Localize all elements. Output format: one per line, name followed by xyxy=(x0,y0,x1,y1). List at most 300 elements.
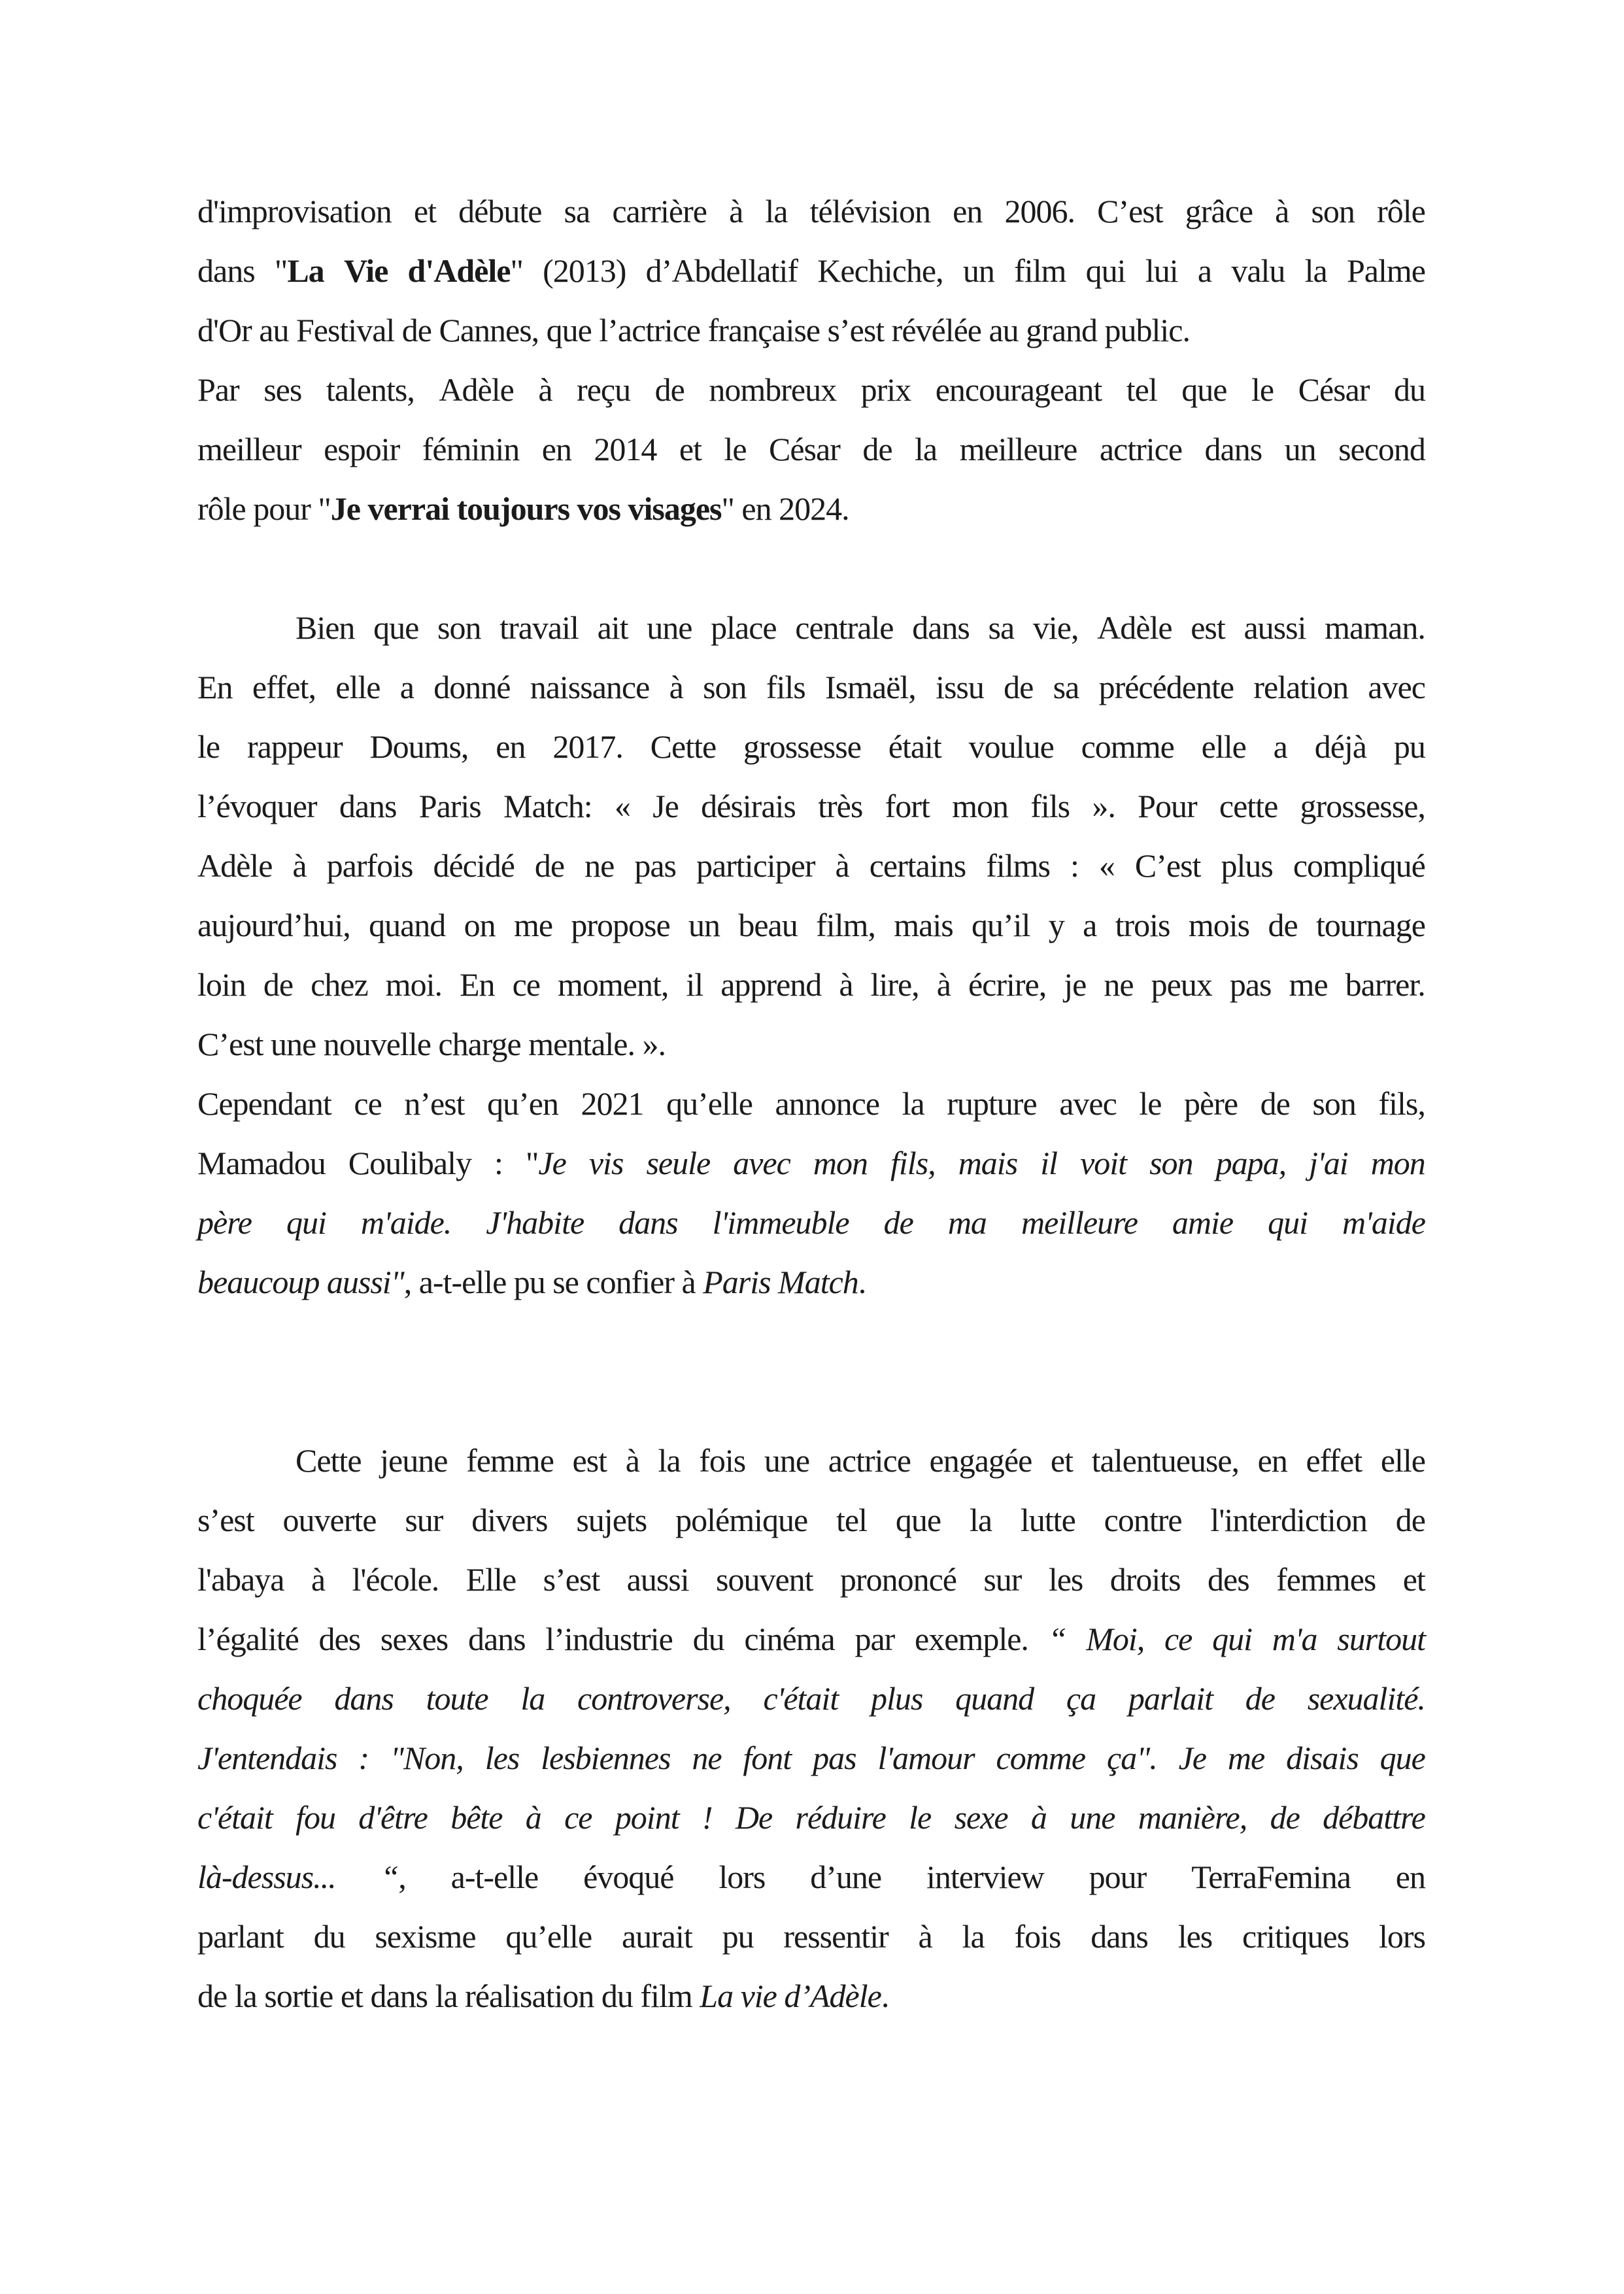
italic-text: à xyxy=(1030,1799,1047,1836)
word xyxy=(292,836,306,896)
plain-text: compliqué xyxy=(1293,847,1425,884)
plain-text: polémique xyxy=(675,1502,808,1538)
plain-text: naissance xyxy=(530,669,650,705)
bold-text: Je verrai toujours vos visages xyxy=(330,490,722,527)
word xyxy=(405,1491,443,1550)
word xyxy=(1092,1431,1239,1491)
word xyxy=(894,896,953,955)
plain-text: un xyxy=(962,252,994,289)
word xyxy=(598,598,628,658)
plain-text: à xyxy=(292,847,307,884)
word xyxy=(373,598,418,658)
bold-text: d'Adèle xyxy=(407,252,511,289)
plain-text: écrire, xyxy=(968,966,1047,1003)
text-line xyxy=(197,1015,1425,1074)
word xyxy=(813,1134,868,1193)
italic-text: de xyxy=(1270,1799,1300,1836)
word xyxy=(263,955,293,1015)
word xyxy=(970,1491,992,1550)
word xyxy=(884,1193,913,1253)
word xyxy=(651,717,717,777)
word xyxy=(583,1847,673,1907)
plain-text: César xyxy=(769,431,840,467)
word xyxy=(386,955,442,1015)
plain-text: prononcé xyxy=(839,1561,956,1598)
plain-text: a xyxy=(399,669,414,705)
italic-text: manière, xyxy=(1138,1799,1247,1836)
plain-text: (2013) xyxy=(543,252,626,289)
word xyxy=(400,658,414,717)
word xyxy=(450,1788,502,1847)
plain-text: la xyxy=(962,1918,985,1955)
word xyxy=(952,777,1008,836)
word xyxy=(692,1729,721,1788)
italic-text: fou xyxy=(296,1799,335,1836)
plain-text: ressentir xyxy=(783,1918,888,1955)
word xyxy=(197,1491,254,1550)
word xyxy=(796,1788,886,1847)
word xyxy=(1230,955,1272,1015)
italic-text: comme xyxy=(996,1740,1086,1776)
plain-text: a xyxy=(1273,728,1287,765)
word xyxy=(197,1610,299,1669)
italic-text: controverse, xyxy=(577,1680,731,1717)
word xyxy=(526,1788,541,1847)
italic-text: fils, xyxy=(890,1145,936,1181)
plain-text: sexisme xyxy=(375,1918,476,1955)
word xyxy=(769,420,840,479)
word xyxy=(1128,1669,1213,1729)
plain-text: a xyxy=(1197,252,1212,289)
italic-text: disais xyxy=(1286,1740,1359,1776)
text-line xyxy=(197,1966,1425,2026)
word xyxy=(513,955,540,1015)
word xyxy=(871,955,919,1015)
word xyxy=(652,777,679,836)
italic-text: J'habite xyxy=(486,1204,584,1241)
word xyxy=(499,598,579,658)
word xyxy=(1138,1788,1247,1847)
italic-text: : xyxy=(358,1740,369,1776)
word xyxy=(358,1729,369,1788)
word xyxy=(738,896,797,955)
word xyxy=(719,1847,765,1907)
italic-text: père xyxy=(197,1204,252,1241)
plain-text: me xyxy=(513,907,553,943)
italic-text: l'amour xyxy=(877,1740,975,1776)
italic-text: ma xyxy=(947,1204,987,1241)
italic-text: “ xyxy=(381,1859,399,1895)
plain-text: aujourd’hui, xyxy=(197,907,350,943)
word xyxy=(286,1193,326,1253)
word xyxy=(627,1550,689,1610)
word xyxy=(1099,836,1115,896)
word xyxy=(520,1669,545,1729)
word xyxy=(1396,1847,1425,1907)
plain-text: à xyxy=(835,847,849,884)
plain-text: 2006. xyxy=(1004,193,1075,229)
plain-text: 2021 xyxy=(581,1085,644,1122)
word xyxy=(912,598,970,658)
text-line xyxy=(197,1788,1425,1847)
word xyxy=(622,1907,692,1966)
word xyxy=(699,1431,745,1491)
word xyxy=(433,658,510,717)
word xyxy=(1178,1907,1213,1966)
word xyxy=(783,1907,888,1966)
plain-text: Match: xyxy=(503,788,592,824)
word xyxy=(494,1134,503,1193)
plain-text: Cette xyxy=(296,1442,362,1479)
word xyxy=(543,241,626,301)
plain-text: talents, xyxy=(326,371,414,408)
word xyxy=(324,420,399,479)
plain-text: que xyxy=(373,609,419,646)
word xyxy=(825,658,916,717)
word xyxy=(530,658,650,717)
word xyxy=(955,1669,1034,1729)
italic-text: qui xyxy=(1212,1621,1253,1657)
word xyxy=(877,1729,974,1788)
plain-text: lors xyxy=(1379,1918,1425,1955)
word xyxy=(197,658,233,717)
plain-text: désirais xyxy=(701,788,796,824)
italic-text: ce xyxy=(1164,1621,1193,1657)
word xyxy=(344,241,388,301)
word xyxy=(197,182,392,241)
word xyxy=(1216,1134,1287,1193)
plain-text: on xyxy=(464,907,496,943)
plain-text: Cette xyxy=(650,728,717,765)
word xyxy=(962,1907,985,1966)
plain-text: loin xyxy=(197,966,246,1003)
word xyxy=(408,241,523,301)
plain-text: effet xyxy=(1306,1442,1362,1479)
italic-text: réduire xyxy=(795,1799,886,1836)
word xyxy=(1381,1431,1425,1491)
word xyxy=(955,1788,1008,1847)
word xyxy=(358,1788,428,1847)
plain-text: que xyxy=(895,1502,941,1538)
italic-text: plus xyxy=(870,1680,923,1717)
plain-text: C’est xyxy=(1134,847,1201,884)
plain-text: en xyxy=(1257,1442,1287,1479)
word xyxy=(816,896,875,955)
word xyxy=(983,1550,1021,1610)
word xyxy=(658,1431,681,1491)
plain-text: parfois xyxy=(326,847,413,884)
plain-text: actrice xyxy=(1099,431,1183,467)
word xyxy=(909,1788,931,1847)
word xyxy=(1115,896,1170,955)
plain-text: une xyxy=(764,1442,810,1479)
plain-text: père xyxy=(1184,1085,1238,1122)
italic-text: sexe xyxy=(954,1799,1008,1836)
plain-text: « xyxy=(614,788,630,824)
word xyxy=(1080,1134,1126,1193)
word xyxy=(655,360,685,420)
plain-text: elle xyxy=(1380,1442,1425,1479)
word xyxy=(1040,1134,1057,1193)
plain-text: reçu xyxy=(577,371,631,408)
plain-text: " en 2024. xyxy=(721,490,849,527)
plain-text: tel xyxy=(1126,371,1157,408)
italic-text: le xyxy=(909,1799,932,1836)
plain-text: certains xyxy=(869,847,966,884)
word xyxy=(1185,182,1253,241)
word xyxy=(1245,1669,1275,1729)
word xyxy=(1311,182,1354,241)
plain-text: place xyxy=(711,609,777,646)
word xyxy=(1151,955,1212,1015)
word xyxy=(729,182,743,241)
plain-text: lutte xyxy=(1020,1502,1075,1538)
word xyxy=(564,182,590,241)
plain-text: un xyxy=(688,907,720,943)
italic-text: meilleure xyxy=(1021,1204,1138,1241)
word xyxy=(1145,241,1178,301)
word xyxy=(840,1550,956,1610)
word xyxy=(810,182,930,241)
plain-text: Adèle xyxy=(197,847,273,884)
word xyxy=(1053,658,1079,717)
word xyxy=(915,420,937,479)
plain-text: le xyxy=(1139,1085,1162,1122)
word xyxy=(1274,717,1287,777)
plain-text: ouverte xyxy=(282,1502,377,1538)
word xyxy=(963,241,994,301)
word xyxy=(817,241,943,301)
plain-text: Coulibaly xyxy=(348,1145,471,1181)
plain-text: ses xyxy=(263,371,302,408)
word xyxy=(1064,955,1086,1015)
italic-text: Moi, xyxy=(1086,1621,1145,1657)
text-line xyxy=(197,420,1425,479)
plain-text: mon xyxy=(952,788,1008,824)
plain-text: En xyxy=(460,966,495,1003)
word xyxy=(1268,896,1297,955)
word xyxy=(1126,360,1157,420)
plain-text: à xyxy=(538,371,552,408)
word xyxy=(197,1134,326,1193)
plain-text: elle xyxy=(1201,728,1246,765)
word xyxy=(247,717,343,777)
word xyxy=(433,836,514,896)
word xyxy=(1097,182,1163,241)
plain-text: fort xyxy=(885,788,930,824)
word xyxy=(545,1610,673,1669)
plain-text: issu xyxy=(936,669,984,705)
word xyxy=(263,360,301,420)
plain-text: le xyxy=(724,431,747,467)
plain-text: n’est xyxy=(404,1085,465,1122)
word xyxy=(969,717,1054,777)
word xyxy=(486,1193,584,1253)
plain-text: espoir xyxy=(324,431,400,467)
word xyxy=(1323,1788,1425,1847)
plain-text: Doums, xyxy=(369,728,469,765)
word xyxy=(296,1431,362,1491)
word xyxy=(1014,241,1066,301)
italic-text: seule xyxy=(646,1145,711,1181)
italic-text: il xyxy=(1040,1145,1058,1181)
word xyxy=(703,658,746,717)
word xyxy=(1394,360,1425,420)
plain-text: , xyxy=(398,1859,406,1895)
plain-text: droits xyxy=(1109,1561,1181,1598)
word xyxy=(296,1788,335,1847)
plain-text: comme xyxy=(1081,728,1174,765)
italic-text: parlait xyxy=(1128,1680,1213,1717)
plain-text: dans xyxy=(1204,431,1262,467)
plain-text: lui xyxy=(1145,252,1178,289)
plain-text: s’est xyxy=(197,1502,254,1538)
word xyxy=(577,360,630,420)
word xyxy=(947,1074,1036,1134)
italic-text: à xyxy=(525,1799,541,1836)
text-line xyxy=(197,1074,1425,1134)
word xyxy=(354,1074,381,1134)
word xyxy=(581,1074,644,1134)
word xyxy=(283,1491,377,1550)
word xyxy=(937,955,951,1015)
italic-text: lesbiennes xyxy=(541,1740,671,1776)
plain-text: Mamadou xyxy=(197,1145,326,1181)
word xyxy=(1030,777,1070,836)
word xyxy=(437,598,481,658)
word xyxy=(1086,1610,1144,1669)
word xyxy=(352,1550,439,1610)
plain-text: est xyxy=(572,1442,607,1479)
italic-text: m'aide. xyxy=(360,1204,452,1241)
word xyxy=(666,1074,753,1134)
word xyxy=(390,1729,464,1788)
italic-text: avec xyxy=(733,1145,790,1181)
word xyxy=(348,1134,471,1193)
word xyxy=(686,955,703,1015)
italic-text: quand xyxy=(955,1680,1034,1717)
plain-text: a-t-elle xyxy=(450,1859,539,1895)
italic-text: ça xyxy=(1066,1680,1096,1717)
plain-text: avec xyxy=(1059,1085,1117,1122)
word xyxy=(451,1847,539,1907)
word xyxy=(252,658,316,717)
word xyxy=(1059,1074,1117,1134)
plain-text: ne xyxy=(1104,966,1134,1003)
word xyxy=(1345,955,1425,1015)
word xyxy=(1212,1610,1252,1669)
text-line xyxy=(197,1907,1425,1966)
plain-text: encourageant xyxy=(935,371,1102,408)
word xyxy=(197,1669,302,1729)
plain-text: souvent xyxy=(716,1561,813,1598)
text-line xyxy=(197,1669,1425,1729)
plain-text: dans xyxy=(912,609,970,646)
text-line xyxy=(197,1847,1425,1907)
italic-text: De xyxy=(735,1799,773,1836)
word xyxy=(888,717,941,777)
italic-text: bête xyxy=(450,1799,503,1836)
plain-text: centrale xyxy=(795,609,894,646)
word xyxy=(496,717,525,777)
plain-text: la xyxy=(1304,252,1327,289)
word xyxy=(968,955,1046,1015)
word xyxy=(915,1610,1028,1669)
word xyxy=(361,1193,451,1253)
word xyxy=(716,1550,813,1610)
word xyxy=(369,717,468,777)
word xyxy=(854,1610,894,1669)
plain-text: ce xyxy=(354,1085,382,1122)
plain-text: rappeur xyxy=(246,728,343,765)
plain-text: C’est xyxy=(1097,193,1163,229)
plain-text: je xyxy=(1064,966,1087,1003)
word xyxy=(1004,658,1033,717)
plain-text: très xyxy=(818,788,863,824)
word xyxy=(688,896,720,955)
word xyxy=(1276,1550,1376,1610)
word xyxy=(197,360,239,420)
italic-text: Je xyxy=(1178,1740,1206,1776)
word xyxy=(1172,1193,1233,1253)
word xyxy=(311,955,368,1015)
word xyxy=(1021,1491,1075,1550)
plain-text: sur xyxy=(983,1561,1022,1598)
plain-text: meilleur xyxy=(197,431,301,467)
plain-text: d'improvisation xyxy=(197,193,392,229)
word xyxy=(647,598,692,658)
italic-text: ce xyxy=(564,1799,592,1836)
plain-text: sa xyxy=(1053,669,1079,705)
blank-line xyxy=(197,1372,1425,1431)
plain-text: " xyxy=(526,1145,539,1181)
plain-text: interview xyxy=(926,1859,1044,1895)
word xyxy=(1189,896,1249,955)
word xyxy=(953,182,982,241)
plain-text: la xyxy=(915,431,938,467)
word xyxy=(885,777,930,836)
plain-text: les xyxy=(1048,1561,1083,1598)
word xyxy=(1309,1134,1347,1193)
plain-text: à xyxy=(936,966,951,1003)
word xyxy=(1228,1729,1264,1788)
plain-text: de xyxy=(1395,1502,1425,1538)
word xyxy=(1285,420,1316,479)
word xyxy=(1210,1491,1366,1550)
italic-text: papa, xyxy=(1215,1145,1287,1181)
plain-text: voulue xyxy=(968,728,1054,765)
text-line xyxy=(197,598,1425,658)
word xyxy=(936,658,984,717)
word xyxy=(314,1907,345,1966)
word xyxy=(1083,896,1096,955)
plain-text: sur xyxy=(405,1502,443,1538)
word xyxy=(1368,658,1425,717)
word xyxy=(471,1491,547,1550)
italic-text: voit xyxy=(1080,1145,1127,1181)
word xyxy=(736,1788,772,1847)
word xyxy=(1138,777,1196,836)
plain-text: en xyxy=(1395,1859,1425,1895)
plain-text: à xyxy=(918,1918,932,1955)
italic-text: ça". xyxy=(1107,1740,1157,1776)
italic-text: point xyxy=(615,1799,679,1836)
word xyxy=(589,1134,624,1193)
plain-text: d’une xyxy=(810,1859,882,1895)
word xyxy=(1394,717,1425,777)
plain-text: tel xyxy=(836,1502,868,1538)
plain-text: sa xyxy=(564,193,590,229)
